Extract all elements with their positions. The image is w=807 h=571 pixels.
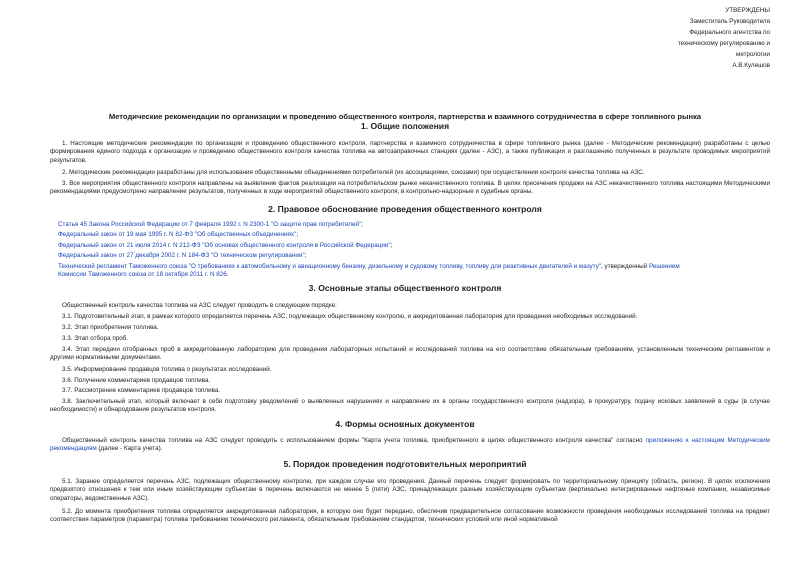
legal-basis-item (58, 252, 770, 260)
law-link[interactable]: Федеральный закон от 21 июля 2014 г. N 212-ФЗ "Об основах общественного контроля в Российской Федерации" (58, 241, 391, 249)
separator: ; (304, 252, 307, 260)
law-link[interactable]: Статья 45 Закона Российской Федерации от 7 февраля 1992 г. N 2300-1 "О защите прав потребителей" (58, 221, 362, 228)
section-heading-3: 3. Основные этапы общественного контроля (308, 283, 502, 293)
legal-basis-item (58, 221, 770, 229)
approval-line: техническому регулированию и (677, 39, 770, 47)
stage-item: 3.5. Информирование продавцов топлива о результатах исследований. (62, 366, 272, 373)
separator: ; (361, 221, 363, 228)
decision-link[interactable]: Комиссии Таможенного союза от 18 октября 2011 г. N 826 (58, 271, 227, 279)
legal-basis-item (58, 231, 770, 239)
stage-item: 3.1. Подготовительный этап, в рамках которого определяется перечень АЗС, подлежащих общественному контролю, и аккредитованная лаборатория для проведения необходимых исследований. (62, 313, 638, 320)
paragraph-5-2: 5.2. До момента приобретения топлива определяется аккредитованная лаборатория, в которую оно будет передано, обеспечив предварительное согласование возможности проведения необходимых исследований топлива на предмет соответствия параметров (параметра) топлива требованиям технического регламента, обязательным требованиям стандартов, технических условий или иной нормативной (50, 508, 770, 524)
paragraph-1-1: 1. Настоящие методические рекомендации по организации и проведению общественного контроля, партнерства и взаимного сотрудничества в сфере топливного рынка (далее - Методические рекомендации) разработаны с целью формирования единого подхода к организации и проведению общественного контроля качества топлива на автозаправочных станциях (далее - АЗС), а также публикации и разглашению полученных в результате проводимых мероприятий результатов. (50, 140, 770, 164)
approval-line: А.В.Кулешов (732, 61, 770, 69)
approval-block (640, 6, 770, 71)
section-heading-4: 4. Формы основных документов (335, 419, 475, 429)
separator: ; (296, 231, 299, 239)
paragraph-text: Общественный контроль качества топлива на АЗС следует проводить с использованием формы "Карта учета топлива, приобретенного в целях общественного контроля качества" согласно (62, 437, 646, 444)
approval-line: УТВЕРЖДЕНЫ (725, 7, 770, 14)
paragraph-1-2: 2. Методические рекомендации разработаны для использования общественными объединениями потребителей (их ассоциациями, союзами) при осуществлении контроля качества топлива на АЗС. (62, 169, 645, 176)
paragraph-4-1 (50, 437, 770, 454)
stage-item: 3.8. Заключительный этап, который включает в себя подготовку уведомлений о выявленных нарушениях и направление их в органы государственного контроля (надзора), в прокуратуру, подачу исковых заявлений в суды (в случае необходимости) и обнародование результатов контроля. (50, 398, 770, 414)
stage-item: 3.3. Этап отбора проб. (62, 335, 129, 342)
document-title: Методические рекомендации по организации и проведению общественного контроля, партнерства и взаимного сотрудничества в сфере топливного рынка (108, 112, 702, 121)
paragraph-3-intro: Общественный контроль качества топлива на АЗС следует проводить в следующем порядке: (62, 302, 337, 309)
decision-link[interactable]: Решением (648, 262, 680, 270)
connector-text: , утвержденный (601, 262, 649, 270)
approval-line: метрологии (736, 50, 770, 58)
legal-basis-item (58, 242, 770, 250)
law-link[interactable]: Федеральный закон от 19 мая 1995 г. N 82-ФЗ "Об общественных объединениях" (58, 231, 297, 239)
legal-basis-list (58, 221, 770, 279)
separator: ; (390, 241, 393, 249)
stage-item: 3.6. Получение комментариев продавцов топлива. (62, 377, 211, 384)
paragraph-text: (далее - Карта учета). (96, 445, 163, 453)
approval-line: Федерального агентства по (689, 28, 770, 36)
legal-basis-item (58, 271, 770, 279)
paragraph-5-1: 5.1. Заранее определяется перечень АЗС, подлежащих общественному контролю, при каждом случае его проведения. Данный перечень следует формировать по территориальному принципу (область, регион). В целях исключения предвзятого отношения к тем или иным хозяйствующим субъектам в перечень включаются не менее 5 (пяти) АЗС, принадлежащих разным хозяйствующим субъектам (вертикально интегрированные нефтяные компании, независимые операторы, ведомственные АЗС). (50, 478, 770, 502)
legal-basis-item (58, 263, 770, 271)
section-heading-2: 2. Правовое обоснование проведения общественного контроля (268, 204, 542, 214)
appendix-link[interactable]: приложению к настоящим Методическим рекомендациям (50, 437, 770, 453)
law-link[interactable]: Федеральный закон от 27 декабря 2002 г. N 184-ФЗ "О техническом регулировании" (58, 252, 305, 260)
stage-item: 3.4. Этап передачи отобранных проб в аккредитованную лабораторию для проведения лабораторных испытаний и исследований топлива на его соответствие обязательным требованиям, установленным техническим регламентом и другими нормативными документами. (50, 346, 770, 362)
section-heading-5: 5. Порядок проведения подготовительных мероприятий (283, 459, 527, 469)
separator: . (226, 271, 229, 279)
stage-item: 3.7. Рассмотрение комментариев продавцов топлива. (62, 387, 221, 394)
paragraph-1-3: 3. Все мероприятия общественного контроля направлены на выявление фактов реализации на потребительском рынке некачественного топлива. В целях пресечения продажи на АЗС некачественного топлива настоящими Методическими рекомендациями предусмотрено направление результатов, полученных в ходе мероприятий общественного контроля, в контрольно-надзорные и судебные органы. (50, 180, 770, 196)
section-heading-1: 1. Общие положения (360, 121, 450, 131)
stage-item: 3.2. Этап приобретения топлива. (62, 324, 159, 331)
regulation-link[interactable]: Технический регламент Таможенного союза "О требованиях к автомобильному и авиационному бензину, дизельному и судовому топливу, топливу для реактивных двигателей и мазуту" (58, 262, 601, 270)
approval-line: Заместитель Руководителя (689, 17, 770, 25)
